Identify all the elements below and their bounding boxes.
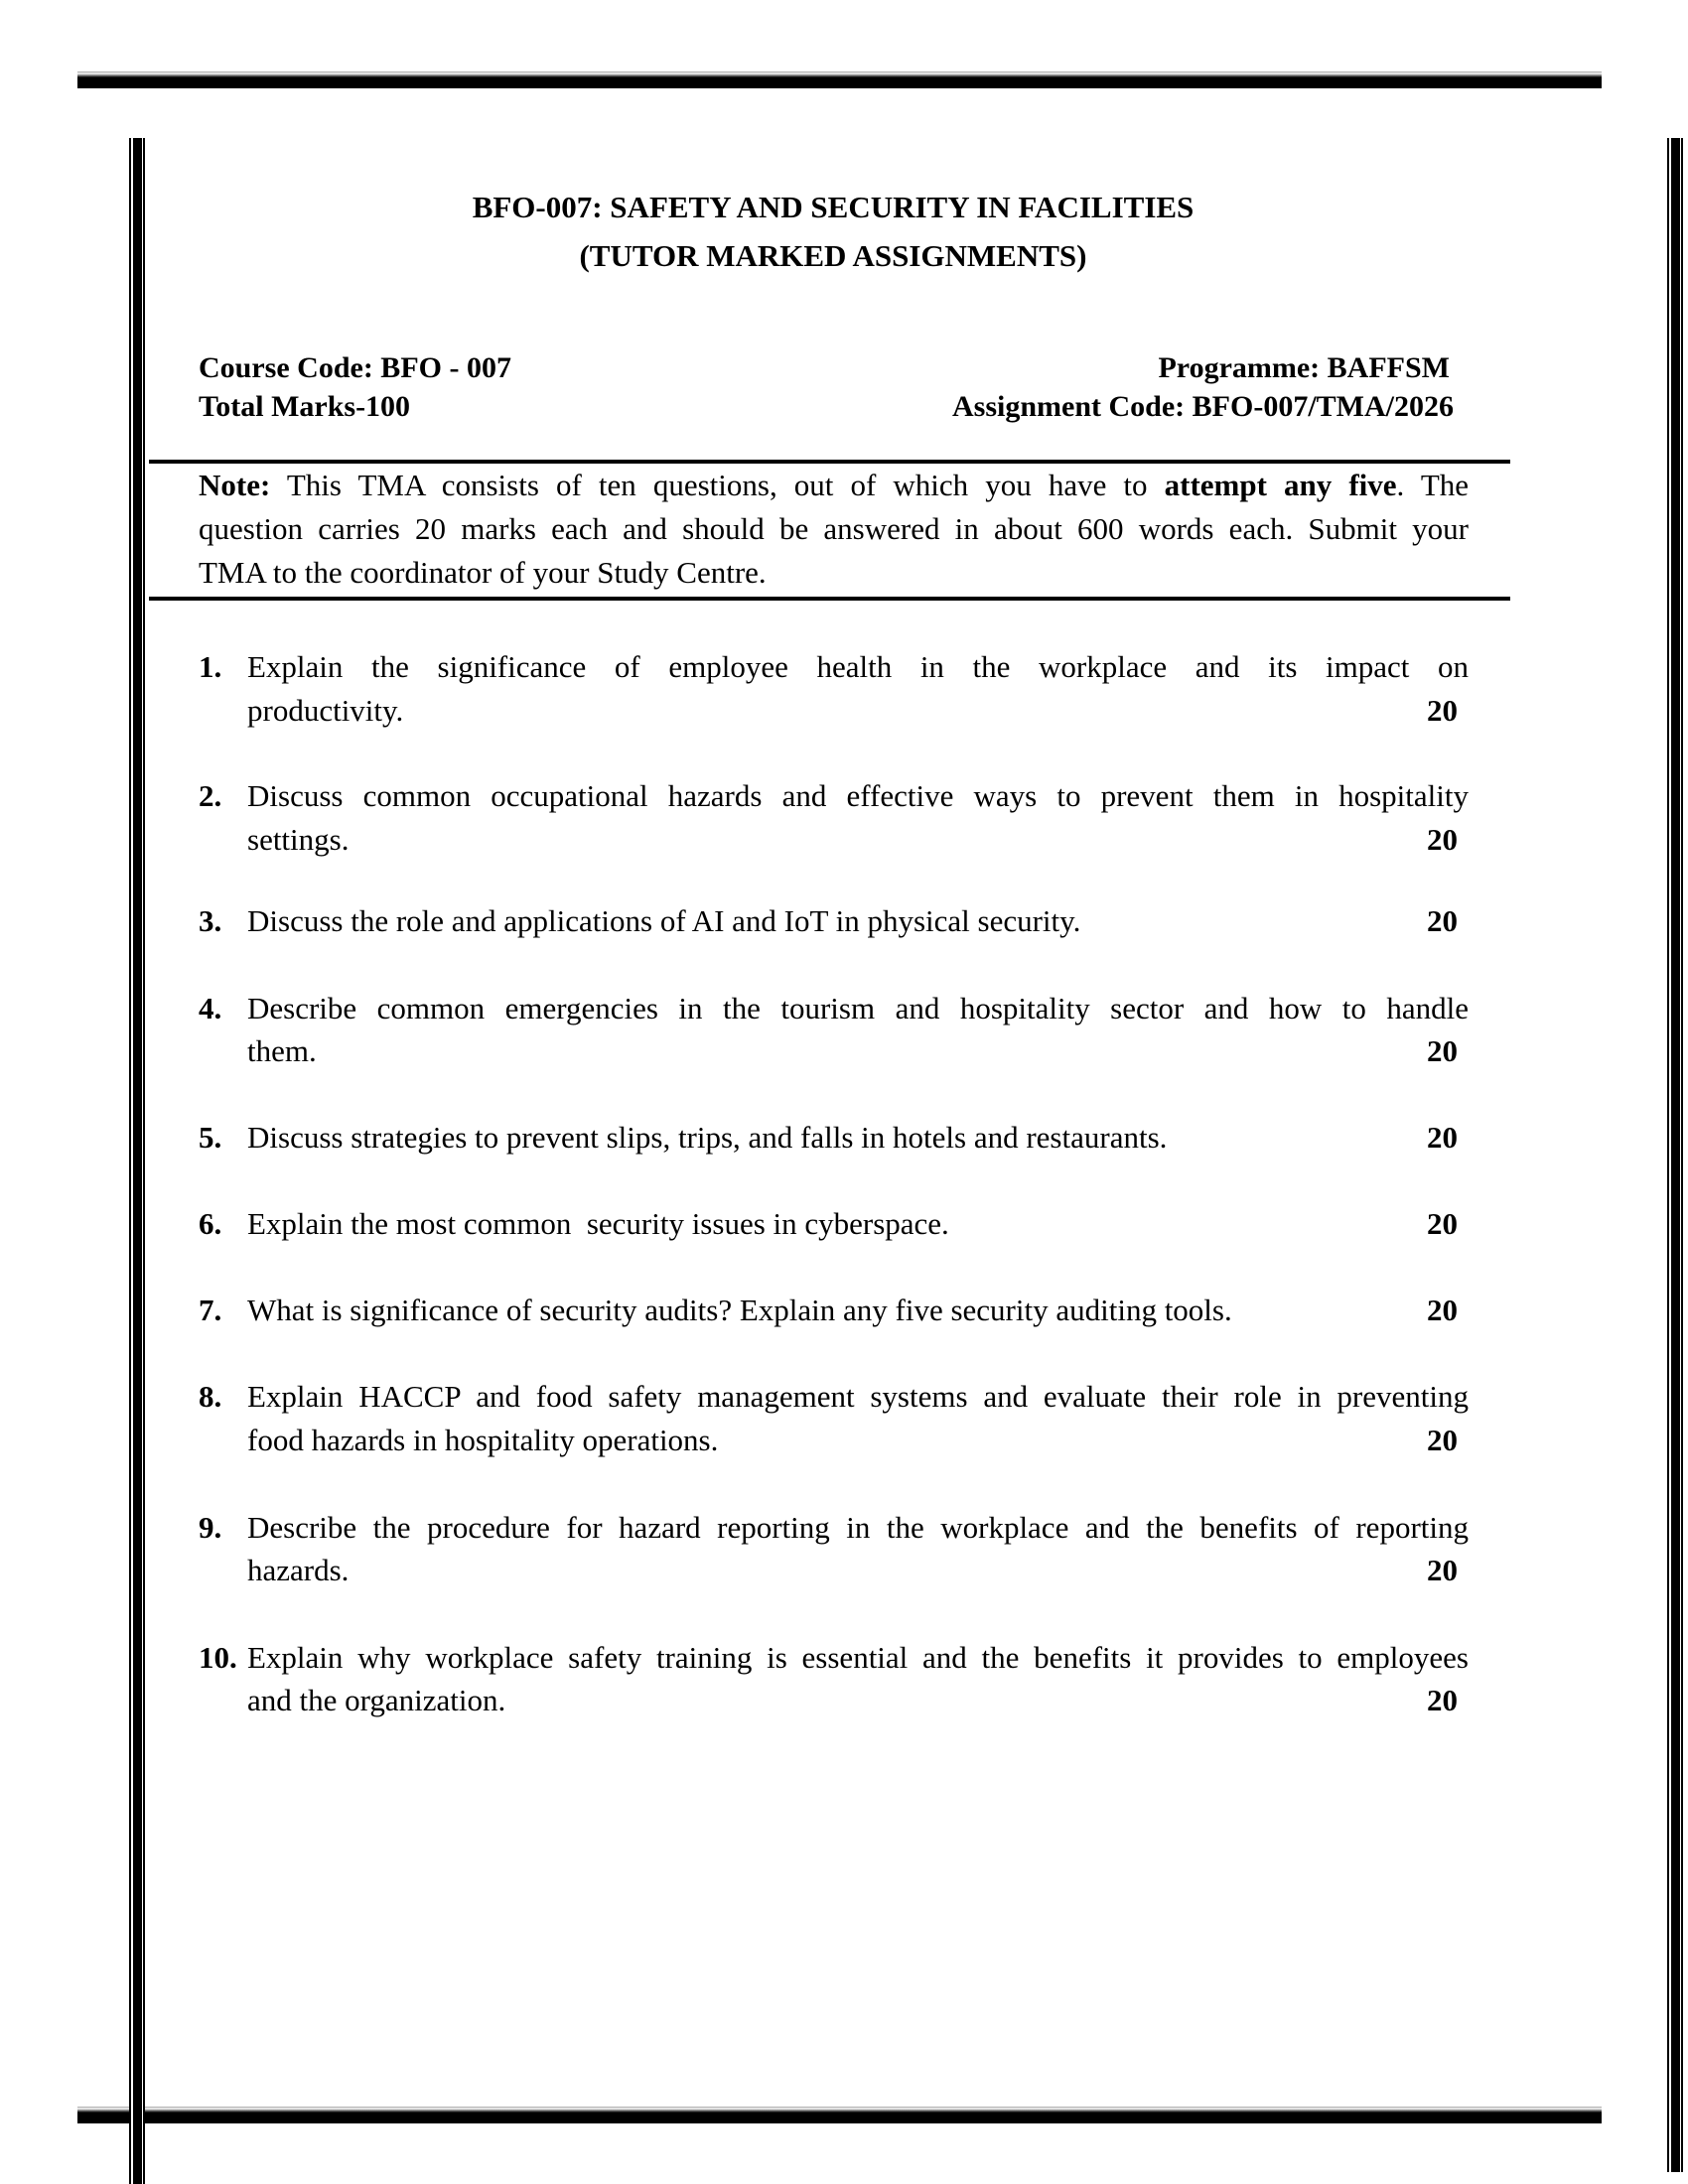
question-number: 2. (199, 778, 222, 813)
note-label: Note: (199, 468, 271, 502)
question-number: 5. (199, 1120, 222, 1155)
question-marks: 20 (1427, 1553, 1458, 1587)
question-number: 6. (199, 1206, 222, 1241)
question-number: 1. (199, 649, 222, 684)
question-marks: 20 (1427, 1423, 1458, 1457)
question-text-line: Discuss common occupational hazards and effective ways to prevent them in hospitality (247, 778, 1469, 813)
question-text-line: Explain the most common security issues in cyberspace. (247, 1206, 949, 1241)
question-text-line: productivity. (247, 693, 404, 728)
question-number: 3. (199, 903, 222, 938)
question-marks: 20 (1427, 1683, 1458, 1717)
question-text-line: settings. (247, 822, 350, 857)
note-text: This TMA consists of ten questions, out of which you have to (286, 468, 1148, 502)
question-marks: 20 (1427, 903, 1458, 938)
note-top-rule (149, 460, 1510, 464)
question-text-line: Explain why workplace safety training is essential and the benefits it provides to employees (247, 1640, 1469, 1675)
note-line-3: TMA to the coordinator of your Study Centre. (199, 555, 767, 590)
question-text-line: and the organization. (247, 1683, 506, 1717)
right-border-bar (1667, 138, 1683, 2172)
document-title: BFO-007: SAFETY AND SECURITY IN FACILITIES (472, 190, 1195, 224)
question-text-line: Describe common emergencies in the tourism and hospitality sector and how to handle (247, 991, 1469, 1025)
question-text-line: Explain the significance of employee health in the workplace and its impact on (247, 649, 1469, 684)
question-marks: 20 (1427, 1293, 1458, 1327)
note-text-end: . The (1396, 468, 1470, 502)
left-border-bar (129, 138, 145, 2184)
question-marks: 20 (1427, 822, 1458, 857)
programme: Programme: BAFFSM (1158, 351, 1450, 384)
total-marks: Total Marks-100 (199, 390, 411, 423)
course-code: Course Code: BFO - 007 (199, 351, 511, 384)
bottom-border-bar (77, 2107, 1602, 2123)
question-number: 10. (199, 1640, 237, 1675)
question-number: 9. (199, 1510, 222, 1545)
question-marks: 20 (1427, 1033, 1458, 1068)
note-line-1 (199, 470, 1469, 500)
note-bottom-rule (149, 597, 1510, 601)
question-text-line: food hazards in hospitality operations. (247, 1423, 719, 1457)
question-marks: 20 (1427, 1120, 1458, 1155)
question-number: 7. (199, 1293, 222, 1327)
assignment-code: Assignment Code: BFO-007/TMA/2026 (952, 390, 1454, 423)
top-border-bar (77, 71, 1602, 88)
question-text-line: What is significance of security audits? Explain any five security auditing tools. (247, 1293, 1232, 1327)
question-marks: 20 (1427, 693, 1458, 728)
question-text-line: Describe the procedure for hazard reporting in the workplace and the benefits of reporting (247, 1510, 1469, 1545)
question-text-line: Discuss strategies to prevent slips, trips, and falls in hotels and restaurants. (247, 1120, 1168, 1155)
question-number: 8. (199, 1379, 222, 1414)
note-emphasis: attempt any five (1164, 468, 1397, 502)
question-text-line: Explain HACCP and food safety management systems and evaluate their role in preventing (247, 1379, 1469, 1414)
question-text-line: Discuss the role and applications of AI and IoT in physical security. (247, 903, 1081, 938)
question-text-line: them. (247, 1033, 317, 1068)
document-subtitle: (TUTOR MARKED ASSIGNMENTS) (579, 238, 1087, 273)
note-line-2: question carries 20 marks each and should be answered in about 600 words each. Submit your (199, 511, 1469, 546)
question-marks: 20 (1427, 1206, 1458, 1241)
question-text-line: hazards. (247, 1553, 350, 1587)
question-number: 4. (199, 991, 222, 1025)
